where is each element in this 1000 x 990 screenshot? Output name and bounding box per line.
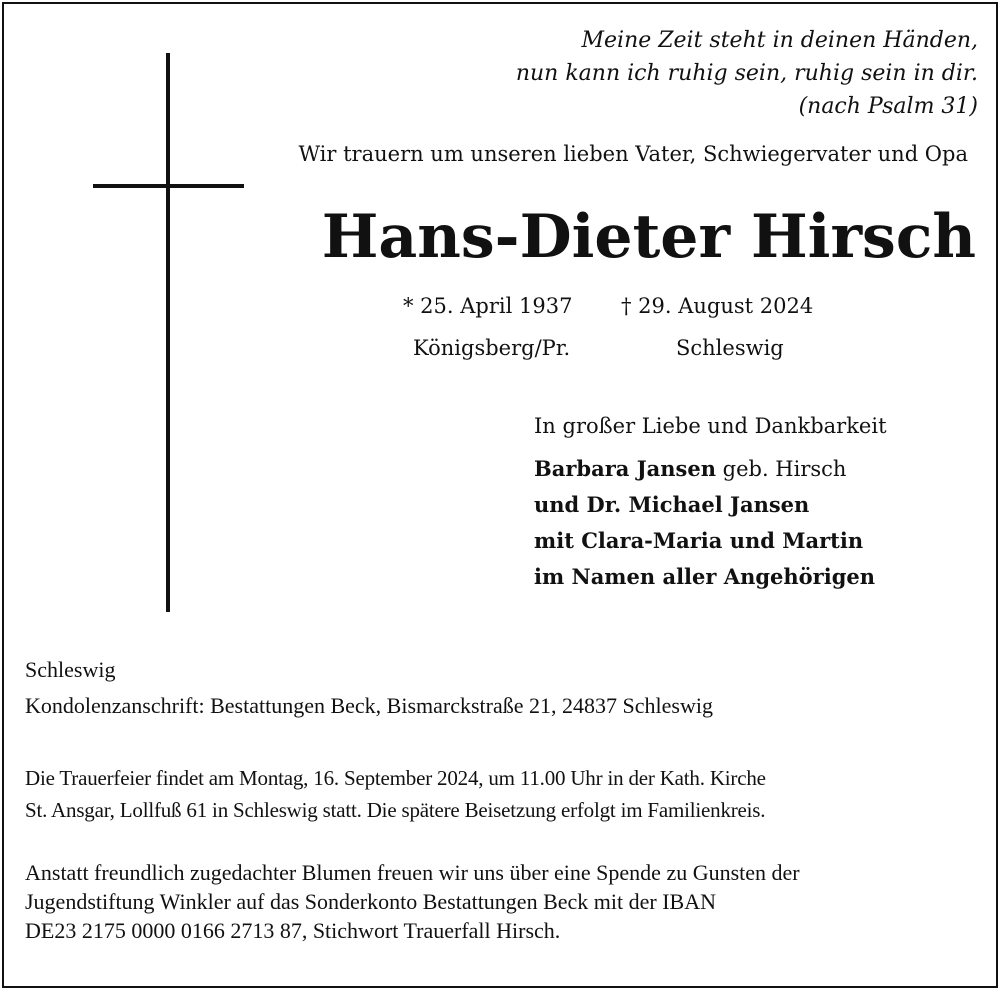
cross-icon-horizontal <box>93 184 244 188</box>
death-date: † 29. August 2024 <box>621 294 814 318</box>
death-place: Schleswig <box>676 336 784 360</box>
verse-source: (nach Psalm 31) <box>798 94 978 119</box>
family-line-2: und Dr. Michael Jansen <box>534 492 810 517</box>
family-maiden-name: geb. Hirsch <box>715 457 847 481</box>
verse-line-2: nun kann ich ruhig sein, ruhig sein in dir. <box>515 61 978 86</box>
family-line-4: im Namen aller Angehörigen <box>534 564 876 589</box>
verse-line-1: Meine Zeit steht in deinen Händen, <box>581 28 978 53</box>
birth-date: * 25. April 1937 <box>403 294 573 318</box>
condolence-address: Kondolenzanschrift: Bestattungen Beck, Bismarckstraße 21, 24837 Schleswig <box>25 693 713 718</box>
intro-line: Wir trauern um unseren lieben Vater, Schwiegervater und Opa <box>298 142 968 166</box>
donation-line-3: DE23 2175 0000 0166 2713 87, Stichwort Trauerfall Hirsch. <box>25 918 561 943</box>
family-line-3: mit Clara-Maria und Martin <box>534 528 864 553</box>
service-line-2: St. Ansgar, Lollfuß 61 in Schleswig statt. Die spätere Beisetzung erfolgt im Familienkreis. <box>25 798 766 822</box>
donation-line-1: Anstatt freundlich zugedachter Blumen freuen wir uns über eine Spende zu Gunsten der <box>25 860 800 885</box>
deceased-name: Hans-Dieter Hirsch <box>321 202 976 272</box>
donation-line-2: Jugendstiftung Winkler auf das Sonderkonto Bestattungen Beck mit der IBAN <box>25 889 716 914</box>
dedication-line: In großer Liebe und Dankbarkeit <box>534 414 887 438</box>
service-line-1: Die Trauerfeier findet am Montag, 16. September 2024, um 11.00 Uhr in der Kath. Kirche <box>25 766 766 790</box>
birth-place: Königsberg/Pr. <box>413 336 571 360</box>
cross-icon-vertical <box>166 53 170 612</box>
family-line-1 <box>534 456 846 481</box>
location-line: Schleswig <box>25 657 116 682</box>
family-name-barbara: Barbara Jansen <box>534 456 716 481</box>
